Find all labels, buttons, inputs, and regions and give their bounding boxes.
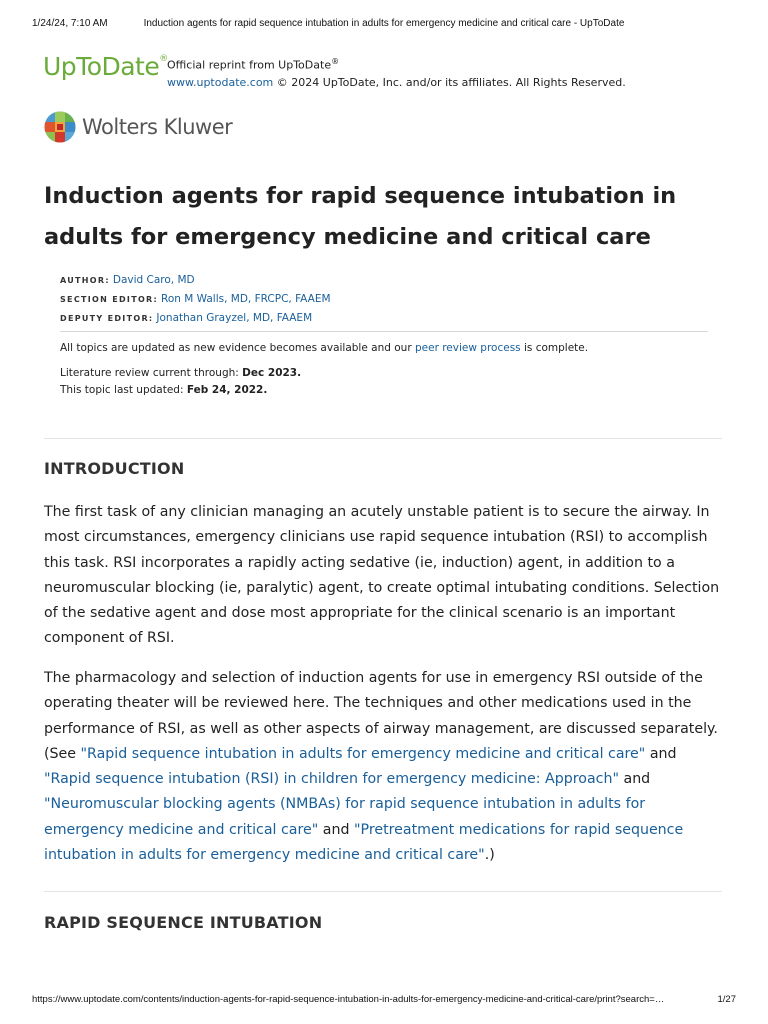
section-heading-rsi: RAPID SEQUENCE INTUBATION bbox=[44, 913, 323, 932]
section-editor-row: SECTION EDITOR: Ron M Walls, MD, FRCPC, FAAEM bbox=[60, 293, 331, 305]
meta-divider bbox=[60, 331, 708, 332]
publisher-name: Wolters Kluwer bbox=[82, 115, 233, 139]
intro-paragraph-2 bbox=[44, 666, 724, 868]
update-prefix: All topics are updated as new evidence becomes available and our bbox=[60, 342, 415, 354]
print-footer bbox=[32, 994, 736, 1008]
reprint-mark: ® bbox=[331, 57, 340, 66]
wolters-kluwer-logo bbox=[44, 111, 232, 143]
reprint-notice bbox=[167, 53, 626, 91]
update-notes bbox=[60, 340, 588, 399]
section-heading-introduction: INTRODUCTION bbox=[44, 459, 185, 478]
closing-text: .) bbox=[484, 847, 495, 864]
link-rsi-adults[interactable]: "Rapid sequence intubation in adults for emergency medicine and critical care" bbox=[80, 745, 646, 762]
uptodate-logo-mark: ® bbox=[159, 54, 168, 64]
section-editor-link[interactable]: Ron M Walls, MD, FRCPC, FAAEM bbox=[161, 293, 331, 305]
deputy-editor-row: DEPUTY EDITOR: Jonathan Grayzel, MD, FAAEM bbox=[60, 312, 313, 324]
print-page-title: Induction agents for rapid sequence intubation in adults for emergency medicine and critical care - UpToDate bbox=[143, 18, 625, 29]
print-datetime: 1/24/24, 7:10 AM bbox=[32, 18, 108, 29]
article-title: Induction agents for rapid sequence intubation in adults for emergency medicine and critical care bbox=[44, 183, 677, 250]
reprint-line: Official reprint from UpToDate bbox=[167, 58, 332, 72]
lit-review-label: Literature review current through: bbox=[60, 367, 243, 379]
wolters-kluwer-mark-icon bbox=[44, 111, 76, 143]
link-rsi-children[interactable]: "Rapid sequence intubation (RSI) in children for emergency medicine: Approach" bbox=[44, 771, 619, 788]
conjunction-text: and bbox=[318, 821, 354, 838]
section-divider bbox=[44, 891, 722, 892]
uptodate-logo-text: UpToDate bbox=[43, 52, 160, 81]
author-link[interactable]: David Caro, MD bbox=[112, 274, 195, 286]
author-row: AUTHOR: David Caro, MD bbox=[60, 274, 195, 286]
lit-review-date: Dec 2023. bbox=[242, 367, 302, 379]
uptodate-logo[interactable] bbox=[43, 52, 168, 81]
conjunction-text: and bbox=[618, 771, 651, 788]
link-pretreatment[interactable]: "Pretreatment medications for rapid sequence intubation in adults for emergency medicine and critical care" bbox=[44, 821, 684, 864]
conjunction-text: and bbox=[645, 745, 677, 762]
update-suffix: is complete. bbox=[520, 342, 589, 354]
site-link[interactable]: www.uptodate.com bbox=[167, 75, 274, 89]
copyright-text: © 2024 UpToDate, Inc. and/or its affiliates. All Rights Reserved. bbox=[273, 75, 626, 89]
last-updated-date: Feb 24, 2022. bbox=[186, 384, 268, 396]
print-url: https://www.uptodate.com/contents/induction-agents-for-rapid-sequence-intubation-in-adults-for-emergency-medicine-and-critical-care/print?search=… bbox=[32, 994, 665, 1005]
link-nmba[interactable]: "Neuromuscular blocking agents (NMBAs) for rapid sequence intubation in adults for emergency medicine and critical care" bbox=[44, 796, 646, 838]
deputy-editor-link[interactable]: Jonathan Grayzel, MD, FAAEM bbox=[156, 312, 313, 324]
page-number: 1/27 bbox=[717, 994, 736, 1005]
last-updated-label: This topic last updated: bbox=[60, 384, 187, 396]
intro-paragraph-1: The first task of any clinician managing an acutely unstable patient is to secure the airway. In most circumstances, emergency clinicians use rapid sequence intubation (RSI) to accomplish this task. RSI incorporates a rapidly acting sedative (ie, induction) agent, in addition to a neuromuscular blocking (ie, paralytic) agent, to create optimal intubating conditions. Selection of the sedative agent and dose most appropriate for the clinical scenario is an important component of RSI. bbox=[44, 504, 720, 647]
print-header bbox=[32, 18, 736, 32]
section-editor-label: SECTION EDITOR bbox=[60, 295, 154, 304]
intro-p2-text: The pharmacology and selection of induction agents for use in emergency RSI outside of the operating theater will be reviewed here. The techniques and other medications used in the performance of RSI, as well as other aspects of airway management, are discussed separately. (See bbox=[44, 670, 718, 762]
section-divider bbox=[44, 438, 722, 439]
article-meta bbox=[60, 271, 331, 328]
author-label: AUTHOR bbox=[60, 276, 106, 285]
peer-review-link[interactable]: peer review process bbox=[414, 342, 521, 354]
deputy-editor-label: DEPUTY EDITOR bbox=[60, 314, 149, 323]
